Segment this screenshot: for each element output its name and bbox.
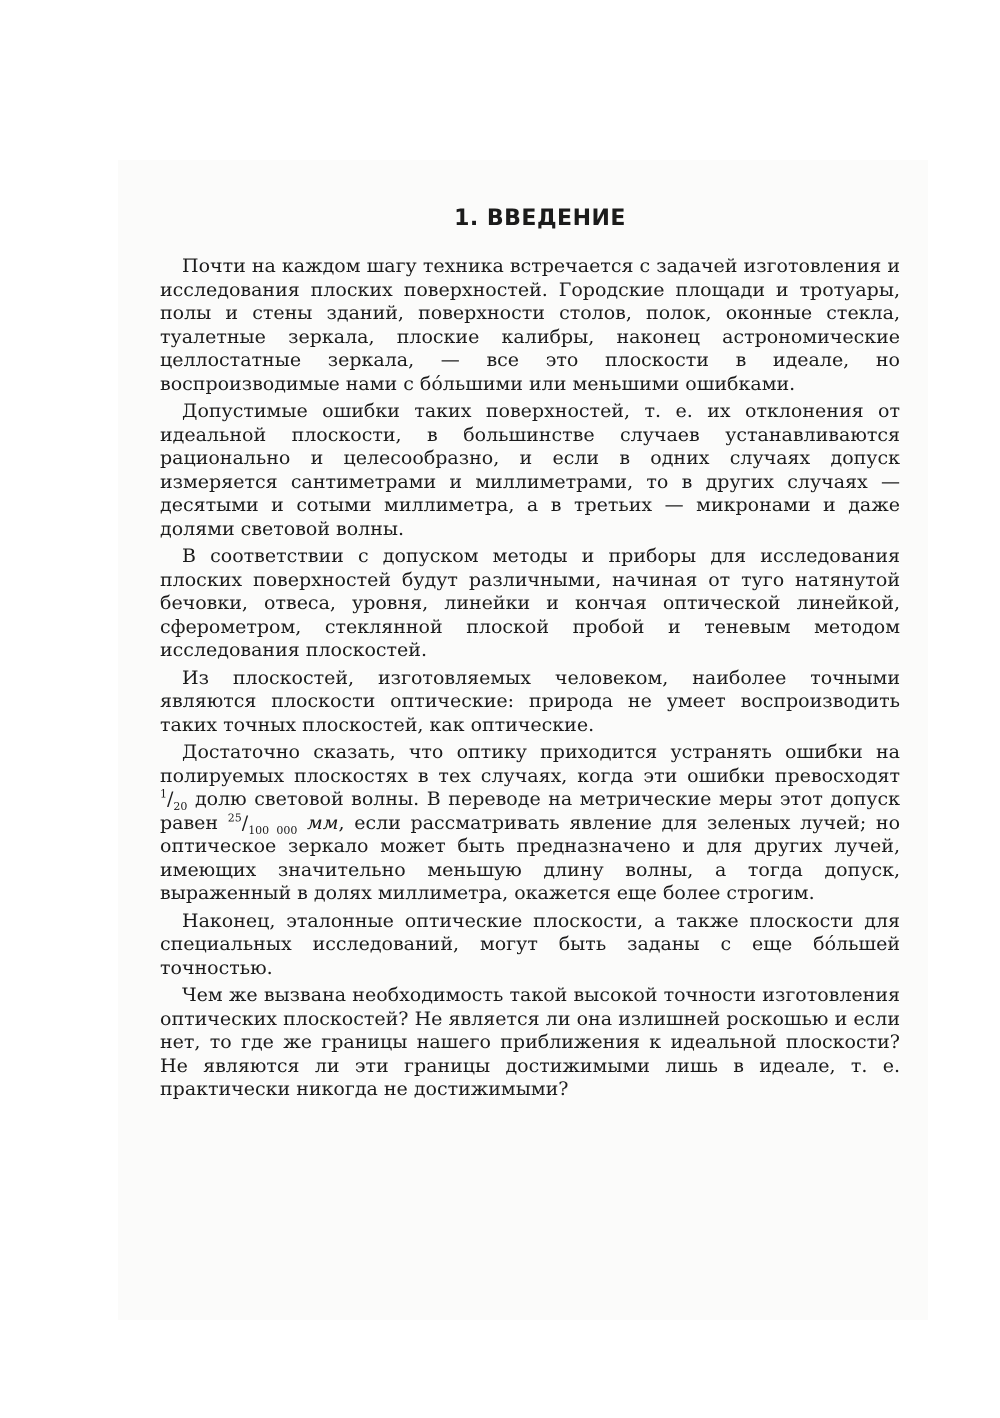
unit-mm: мм (307, 811, 339, 834)
paragraph-5-part-a: Достаточно сказать, что оптику приходится устранять ошибки на полируемых плоскостях в тех случаях, когда эти ошибки превосходят (160, 741, 900, 787)
paragraph-1: Почти на каждом шагу техника встречается с задачей изготовления и исследования плоских поверхностей. Городские площади и тротуары, полы и стены зданий, поверхности столов, полок, оконные стекла, туалетные зеркала, плоские калибры, наконец астрономические целлостатные зеркала, — все это плоскости в идеале, но воспроизводимые нами с бо́льшими или меньшими ошибками. (160, 255, 900, 395)
paragraph-7: Чем же вызвана необходимость такой высокой точности изготовления оптических плоскостей? Не является ли она излишней роскошью и если нет, то где же границы нашего приближения к идеальной плоскости? Не являются ли эти границы достижимыми лишь в идеале, т. е. практически никогда не достижимыми? (160, 984, 900, 1100)
paragraph-5-part-b: долю световой волны. В переводе на метрические меры этот допуск равен (160, 788, 900, 834)
fraction-tolerance: $^{25}/_{100 000}$ (227, 811, 298, 837)
paragraph-5-part-c: , если рассматривать явление для зеленых лучей; но оптическое зеркало может быть предназначено и для других лучей, имеющих значительно меньшую длину волны, а тогда допуск, выраженный в долях миллиметра, окажется еще более строгим. (160, 811, 901, 904)
paragraph-2: Допустимые ошибки таких поверхностей, т. е. их отклонения от идеальной плоскости, в большинстве случаев устанавливаются рационально и целесообразно, и если в одних случаях допуск измеряется сантиметрами и миллиметрами, то в других случаях — десятыми и сотыми миллиметра, а в третьих — микронами и даже долями световой волны. (160, 400, 900, 540)
paragraph-3: В соответствии с допуском методы и приборы для исследования плоских поверхностей будут различными, начиная от туго натянутой бечовки, отвеса, уровня, линейки и кончая оптической линейкой, сферометром, стеклянной плоской пробой и теневым методом исследования плоскостей. (160, 545, 900, 661)
paragraph-4: Из плоскостей, изготовляемых человеком, наиболее точными являются плоскости оптические: природа не умеет воспроизводить таких точных плоскостей, как оптические. (160, 666, 900, 736)
paragraph-5 (160, 741, 900, 906)
fraction-one-twentieth: $^1/_{20}$ (160, 787, 188, 813)
fraction-denominator: 20 (173, 799, 188, 813)
paragraph-6: Наконец, эталонные оптические плоскости, а также плоскости для специальных исследований, могут быть заданы с еще бо́льшей точностью. (160, 909, 900, 979)
section-heading: 1. ВВЕДЕНИЕ (454, 206, 626, 231)
document-body (160, 206, 900, 1106)
fraction-denominator: 100 000 (248, 823, 298, 837)
fraction-numerator: 1 (160, 787, 167, 801)
fraction-numerator: 25 (227, 811, 242, 825)
